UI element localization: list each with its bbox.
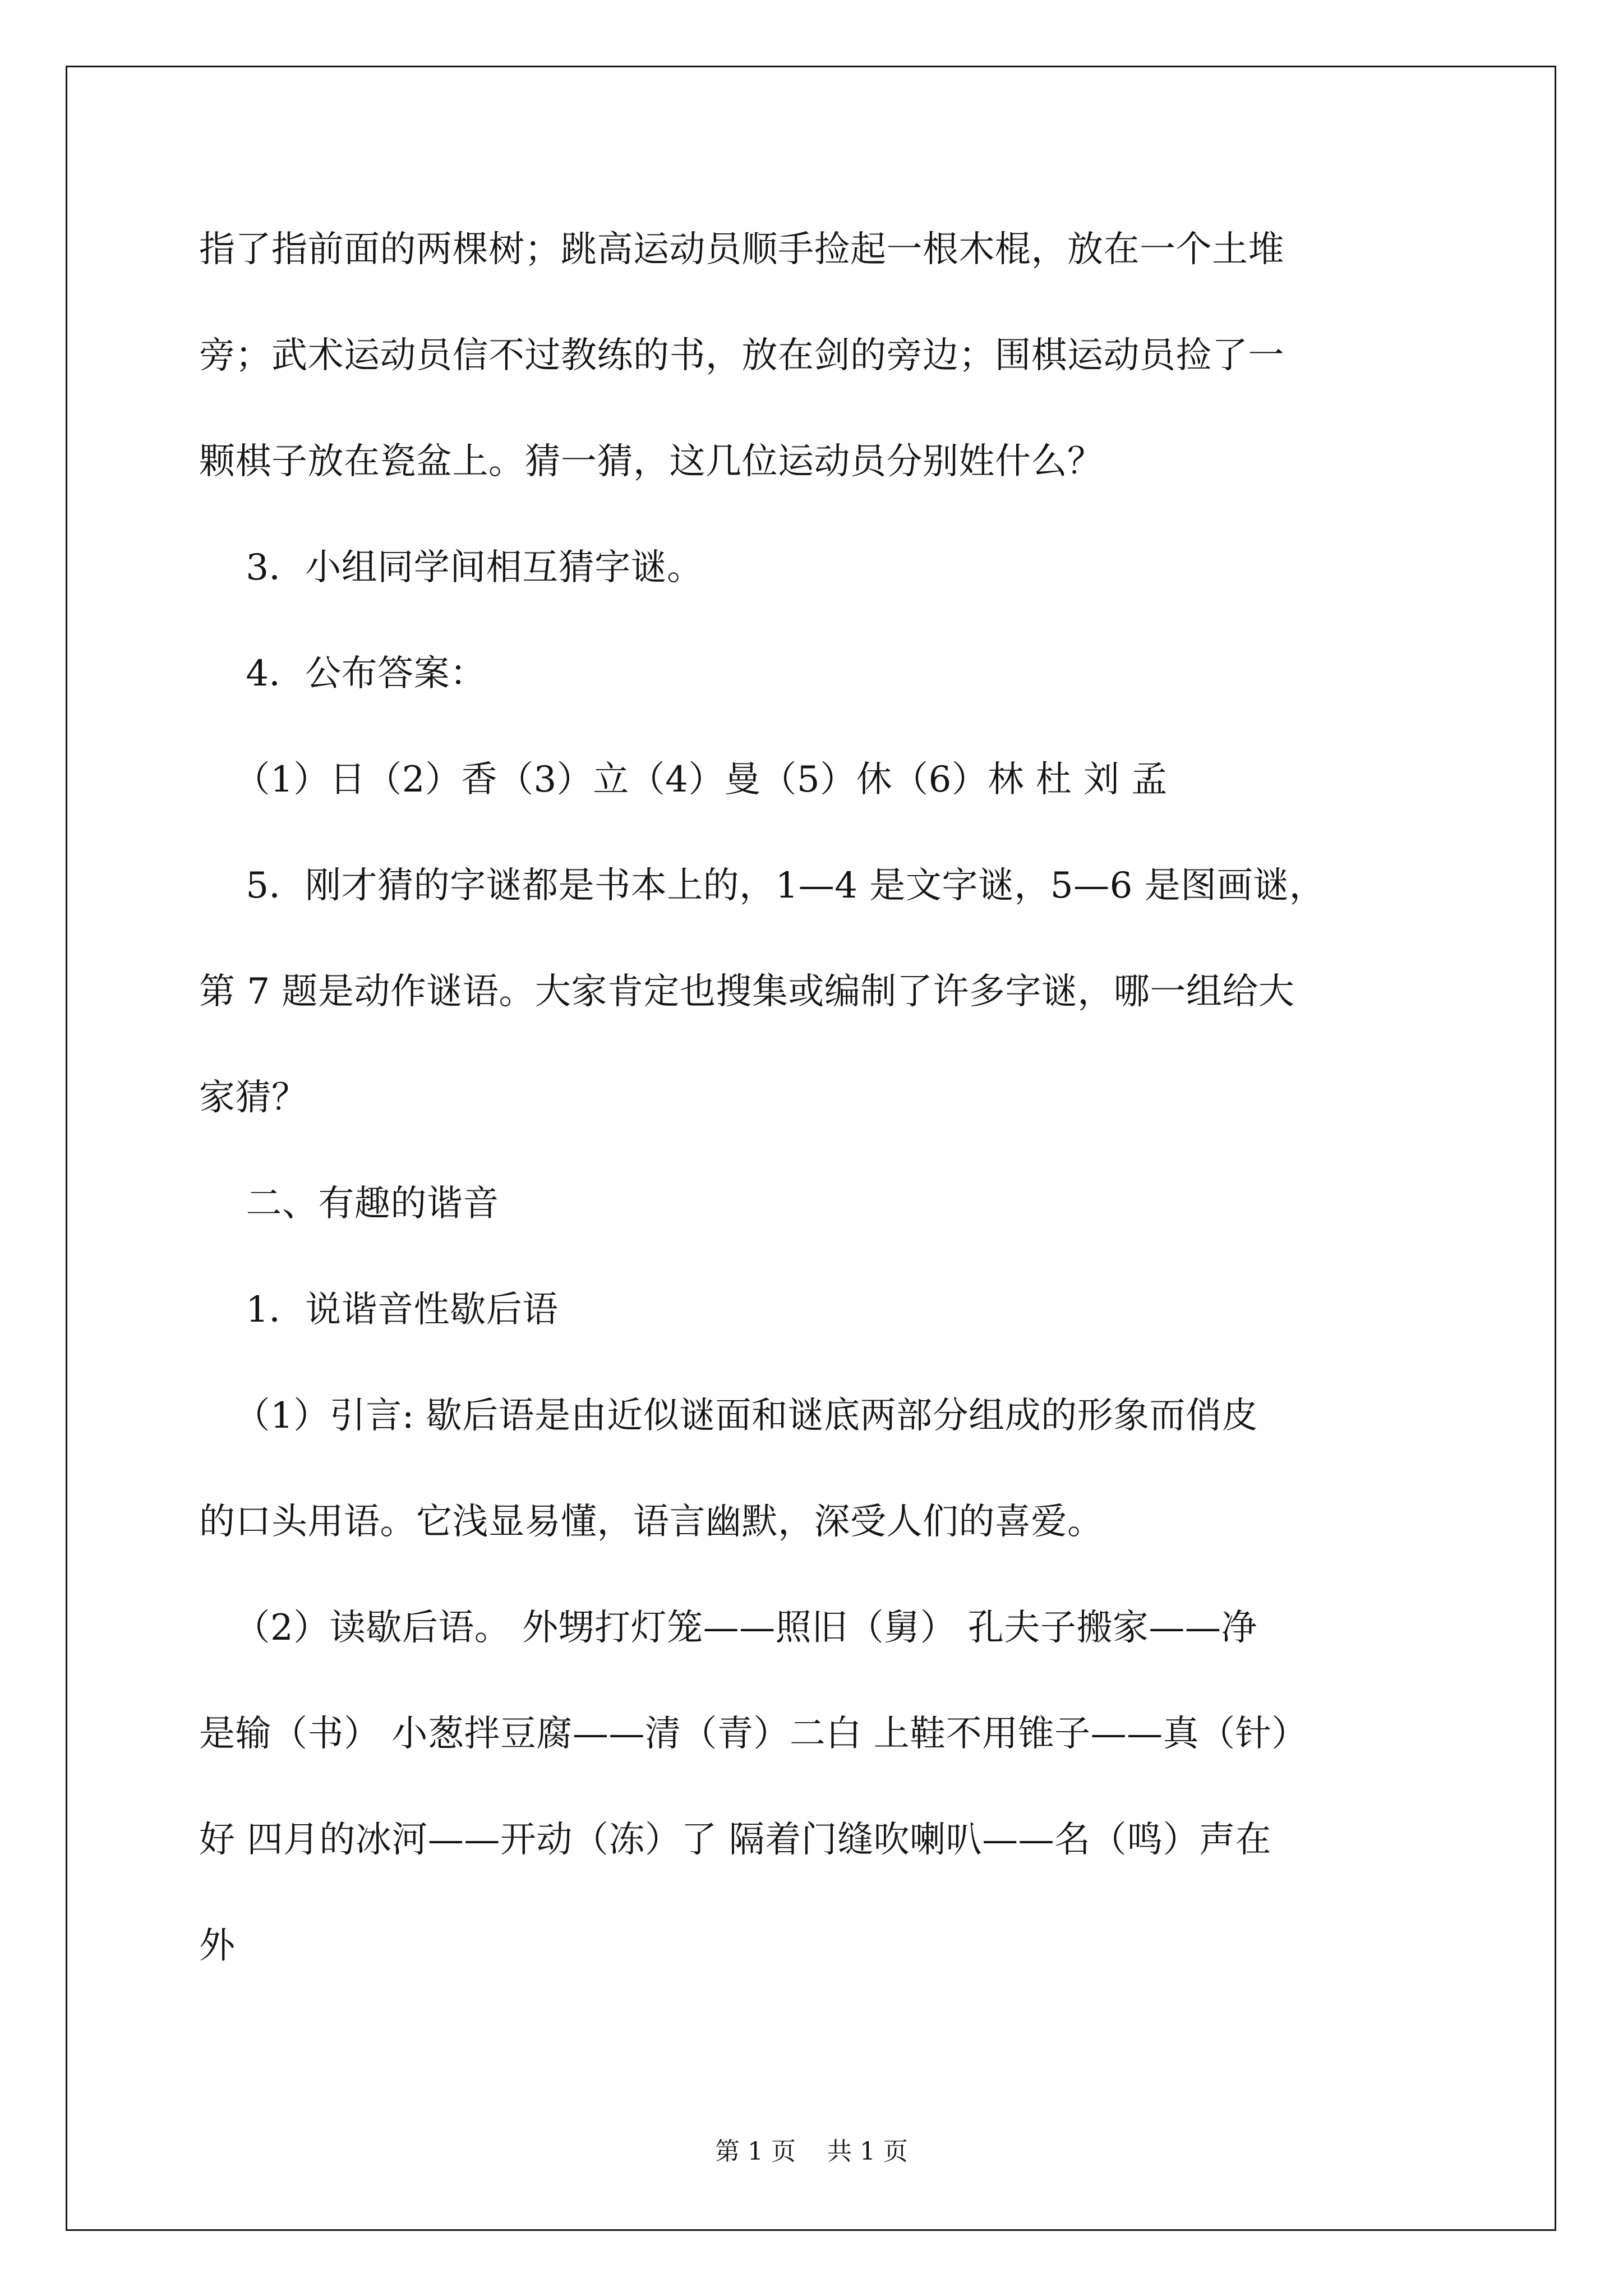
text-line: 颗棋子放在瓷盆上。猜一猜，这几位运动员分别姓什么？	[199, 441, 1104, 482]
text-line: 好 四月的冰河——开动（冻）了 隔着门缝吹喇叭——名（鸣）声在	[199, 1819, 1272, 1861]
text-line: 的口头用语。它浅显易懂，语言幽默，深受人们的喜爱。	[199, 1501, 1104, 1543]
text-line: 1．说谐音性歇后语	[199, 1289, 559, 1331]
text-line: 外	[199, 1925, 236, 1967]
page-number-footer: 第 1 页 共 1 页	[715, 2137, 908, 2166]
text-line: 5．刚才猜的字谜都是书本上的，1—4 是文字谜，5—6 是图画谜，	[199, 865, 1326, 907]
text-line: 第 7 题是动作谜语。大家肯定也搜集或编制了许多字谜，哪一组给大	[199, 971, 1295, 1013]
text-line: 3．小组同学间相互猜字谜。	[199, 547, 703, 588]
text-line: （1）日（2）香（3）立（4）曼（5）休（6）林 杜 刘 孟	[199, 759, 1168, 800]
text-line: （2）读歇后语。 外甥打灯笼——照旧（舅） 孔夫子搬家——净	[199, 1607, 1257, 1649]
page-border	[66, 66, 1556, 2231]
text-line: 旁；武术运动员信不过教练的书，放在剑的旁边；围棋运动员捡了一	[199, 335, 1284, 376]
text-line: 是输（书） 小葱拌豆腐——清（青）二白 上鞋不用锥子——真（针）	[199, 1713, 1308, 1755]
text-line: 4．公布答案：	[199, 653, 486, 694]
text-line: 指了指前面的两棵树；跳高运动员顺手捡起一根木棍，放在一个土堆	[199, 229, 1284, 270]
section-heading: 二、有趣的谐音	[199, 1183, 499, 1225]
text-line: 家猜？	[199, 1077, 308, 1119]
text-line: （1）引言: 歇后语是由近似谜面和谜底两部分组成的形象而俏皮	[199, 1395, 1258, 1437]
